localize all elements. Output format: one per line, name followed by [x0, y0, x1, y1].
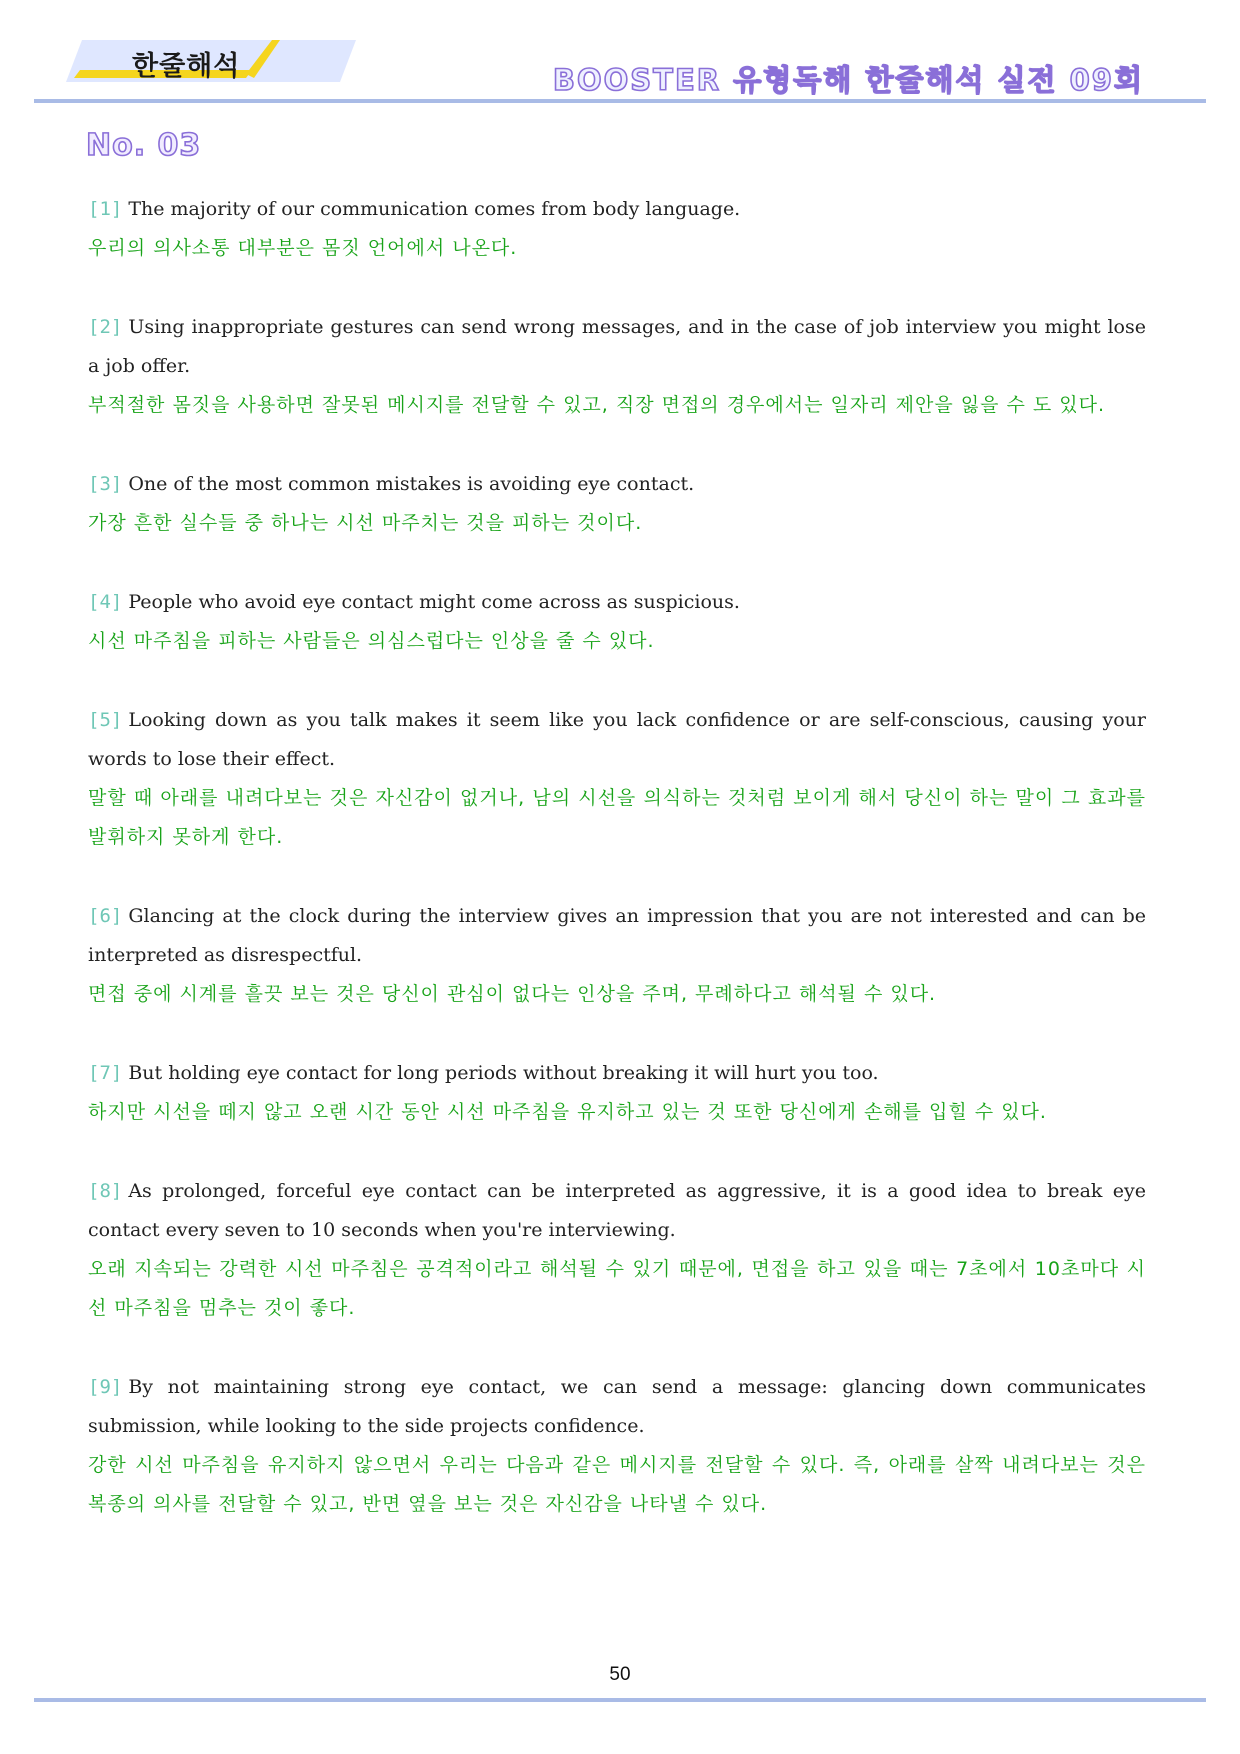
sentence-number: [3] [88, 473, 123, 495]
sentence-number: [4] [88, 591, 123, 613]
english-sentence [88, 1172, 1146, 1250]
sentence-number: [7] [88, 1062, 123, 1084]
korean-translation: 면접 중에 시계를 흘끗 보는 것은 당신이 관심이 없다는 인상을 주며, 무례하다고 해석될 수 있다. [88, 983, 937, 1005]
sentence-item [88, 1054, 1146, 1132]
sentence-number: [8] [88, 1180, 123, 1202]
english-text: The majority of our communication comes from body language. [128, 198, 741, 220]
korean-translation: 말할 때 아래를 내려다보는 것은 자신감이 없거나, 남의 시선을 의식하는 것처럼 보이게 해서 당신이 하는 말이 그 효과를 발휘하지 못하게 한다. [88, 787, 1146, 848]
korean-translation: 가장 흔한 실수들 중 하나는 시선 마주치는 것을 피하는 것이다. [88, 512, 643, 534]
sentence-item [88, 583, 1146, 661]
sentence-number: [6] [88, 905, 123, 927]
sentence-number: [9] [88, 1376, 123, 1398]
english-text: Looking down as you talk makes it seem like you lack confidence or are self-conscious, causing your words to lose their effect. [88, 709, 1146, 770]
english-text: But holding eye contact for long periods without breaking it will hurt you too. [128, 1062, 879, 1084]
sentence-number: [2] [88, 316, 123, 338]
translation-list [88, 190, 1146, 1564]
korean-translation: 하지만 시선을 떼지 않고 오랜 시간 동안 시선 마주침을 유지하고 있는 것 또한 당신에게 손해를 입힐 수 있다. [88, 1101, 1047, 1123]
sentence-item [88, 1368, 1146, 1524]
sentence-number: [5] [88, 709, 123, 731]
header-title: BOOSTER 유형독해 한줄해석 실전 09회 [552, 63, 1144, 97]
english-sentence [88, 465, 1146, 504]
page-number: 50 [609, 1664, 631, 1685]
header-tag-label: 한줄해석 [132, 51, 241, 82]
english-sentence [88, 583, 1146, 622]
sentence-item [88, 1172, 1146, 1328]
english-sentence [88, 308, 1146, 386]
english-sentence [88, 1368, 1146, 1446]
korean-translation: 강한 시선 마주침을 유지하지 않으면서 우리는 다음과 같은 메시지를 전달할 수 있다. 즉, 아래를 살짝 내려다보는 것은 복종의 의사를 전달할 수 있고, 반면 옆을 보는 것은 자신감을 나타낼 수 있다. [88, 1454, 1146, 1515]
korean-translation: 오래 지속되는 강력한 시선 마주침은 공격적이라고 해석될 수 있기 때문에, 면접을 하고 있을 때는 7초에서 10초마다 시선 마주침을 멈추는 것이 좋다. [88, 1258, 1146, 1319]
korean-translation: 부적절한 몸짓을 사용하면 잘못된 메시지를 전달할 수 있고, 직장 면접의 경우에서는 일자리 제안을 잃을 수 도 있다. [88, 394, 1105, 416]
sentence-item [88, 190, 1146, 268]
english-sentence [88, 897, 1146, 975]
sentence-number: [1] [88, 198, 123, 220]
english-text: By not maintaining strong eye contact, we can send a message: glancing down communicates submission, while looking to the side projects confidence. [88, 1376, 1146, 1437]
english-sentence [88, 190, 1146, 229]
english-text: People who avoid eye contact might come across as suspicious. [128, 591, 740, 613]
korean-translation: 시선 마주침을 피하는 사람들은 의심스럽다는 인상을 줄 수 있다. [88, 630, 655, 652]
korean-translation: 우리의 의사소통 대부분은 몸짓 언어에서 나온다. [88, 237, 518, 259]
english-sentence [88, 1054, 1146, 1093]
english-text: Glancing at the clock during the interview gives an impression that you are not interested and can be interpreted as disrespectful. [88, 905, 1146, 966]
english-text: One of the most common mistakes is avoiding eye contact. [128, 473, 695, 495]
sentence-item [88, 897, 1146, 1014]
english-text: Using inappropriate gestures can send wrong messages, and in the case of job interview you might lose a job offer. [88, 316, 1146, 377]
header-divider [34, 99, 1206, 103]
sentence-item [88, 465, 1146, 543]
problem-number: No. 03 [86, 128, 202, 163]
footer-divider [34, 1698, 1206, 1702]
sentence-item [88, 701, 1146, 857]
sentence-item [88, 308, 1146, 425]
english-text: As prolonged, forceful eye contact can be interpreted as aggressive, it is a good idea to break eye contact every seven to 10 seconds when you're interviewing. [88, 1180, 1146, 1241]
english-sentence [88, 701, 1146, 779]
